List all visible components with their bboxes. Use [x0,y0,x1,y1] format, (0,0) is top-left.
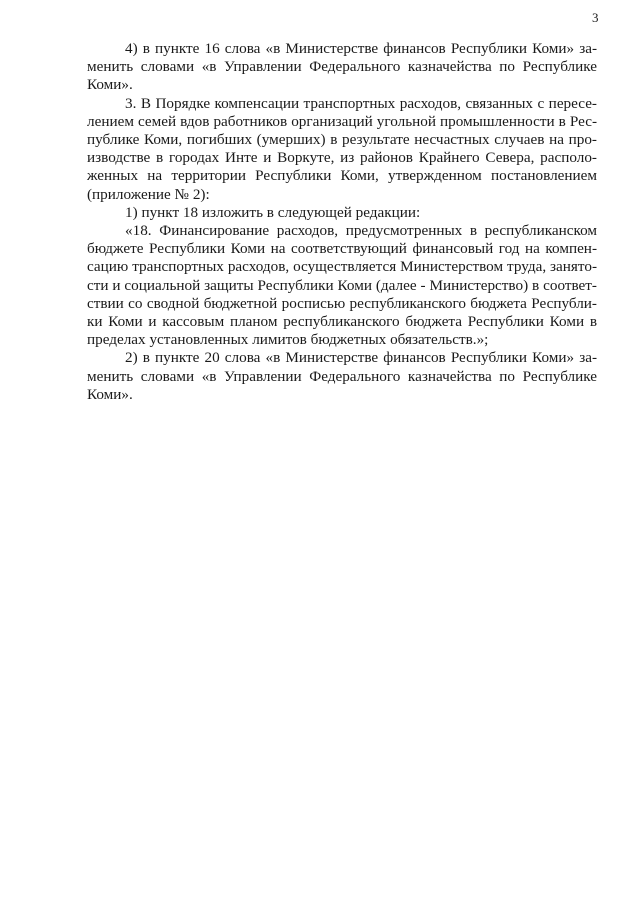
text-line: 2) в пункте 20 слова «в Министерстве финансов Республики Коми» за- [125,349,597,367]
text-line: Коми». [87,76,133,94]
text-line: «18. Финансирование расходов, предусмотренных в республиканском [125,222,597,240]
text-line: пределах установленных лимитов бюджетных обязательств.»; [87,331,489,349]
paragraph-amendment-4 [87,40,597,95]
text-line: бюджете Республики Коми на соответствующий финансовый год на компен- [87,240,597,258]
text-line: менить словами «в Управлении Федерального казначейства по Республике [87,58,597,76]
text-line: Коми». [87,385,133,403]
document-body [87,40,597,404]
paragraph-item-18-text [87,222,597,349]
text-line: 3. В Порядке компенсации транспортных расходов, связанных с пересе- [125,94,597,112]
text-line: ствии со сводной бюджетной росписью республиканского бюджета Республи- [87,294,597,312]
text-line: сацию транспортных расходов, осуществляется Министерством труда, занято- [87,258,597,276]
page-number: 3 [592,10,599,25]
text-line: женных на территории Республики Коми, утвержденном постановлением [87,167,597,185]
text-line: менить словами «в Управлении Федерального казначейства по Республике [87,367,597,385]
text-line: 4) в пункте 16 слова «в Министерстве финансов Республики Коми» за- [125,40,597,57]
paragraph-section-3 [87,95,597,204]
text-line: 1) пункт 18 изложить в следующей редакции: [125,203,421,221]
text-line: (приложение № 2): [87,185,210,203]
paragraph-item-2 [87,349,597,404]
text-line: публике Коми, погибших (умерших) в результате несчастных случаев на про- [87,131,597,149]
text-line: изводстве в городах Инте и Воркуте, из районов Крайнего Севера, располо- [87,149,597,167]
text-line: сти и социальной защиты Республики Коми (далее - Министерство) в соответ- [87,276,597,294]
text-line: ки Коми и кассовым планом республиканского бюджета Республики Коми в [87,313,597,331]
paragraph-item-1 [87,204,597,222]
text-line: лением семей вдов работников организаций угольной промышленности в Рес- [87,112,597,130]
